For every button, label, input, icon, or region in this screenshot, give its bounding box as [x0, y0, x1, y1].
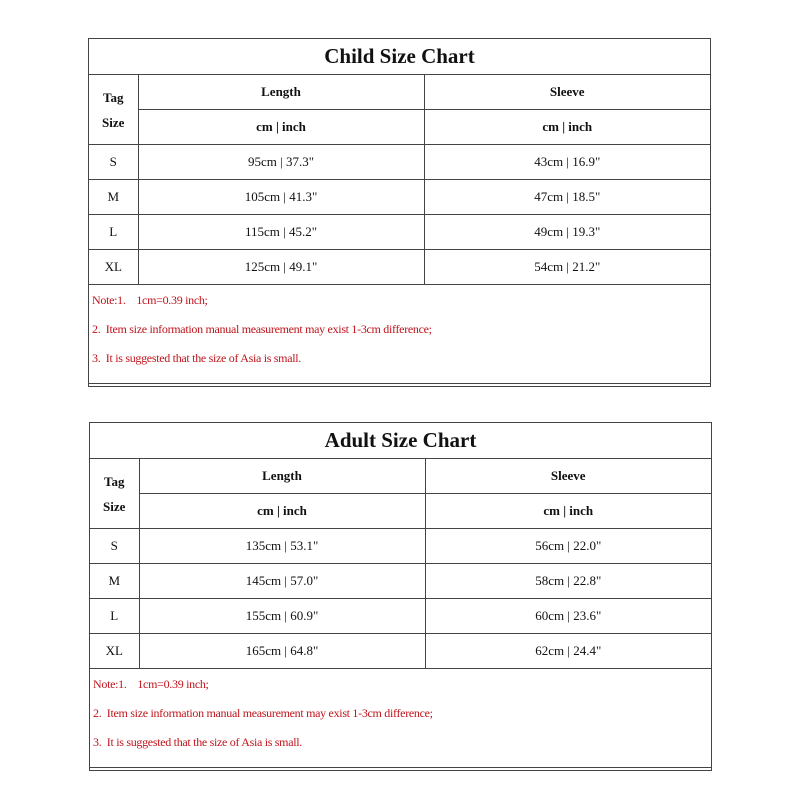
size-cell: XL	[90, 634, 139, 669]
size-table	[89, 39, 710, 384]
sleeve-cell: 49cm | 19.3"	[424, 215, 710, 250]
size-label: Size	[102, 114, 125, 130]
length-header: Length	[139, 459, 425, 494]
length-unit-header: cm | inch	[139, 494, 425, 529]
table-row	[90, 634, 711, 669]
table-row	[89, 250, 710, 285]
table-row	[89, 145, 710, 180]
length-unit-header: cm | inch	[138, 110, 424, 145]
note-line: 2. Item size information manual measurement may exist 1-3cm difference;	[92, 322, 432, 336]
chart-title: Adult Size Chart	[90, 423, 711, 459]
note-line: 3. It is suggested that the size of Asia is small.	[92, 351, 302, 365]
sleeve-cell: 56cm | 22.0"	[425, 529, 711, 564]
sleeve-cell: 43cm | 16.9"	[424, 145, 710, 180]
sleeve-cell: 62cm | 24.4"	[425, 634, 711, 669]
note-line: 3. It is suggested that the size of Asia is small.	[93, 735, 303, 749]
table-row	[90, 564, 711, 599]
note-line: Note:1. 1cm=0.39 inch;	[93, 677, 209, 691]
notes-cell	[90, 669, 711, 768]
size-cell: S	[90, 529, 139, 564]
notes-cell	[89, 285, 710, 384]
sleeve-unit-header: cm | inch	[425, 494, 711, 529]
size-cell: M	[90, 564, 139, 599]
sleeve-header: Sleeve	[425, 459, 711, 494]
length-cell: 105cm | 41.3"	[138, 180, 424, 215]
sleeve-unit-header: cm | inch	[424, 110, 710, 145]
size-cell: L	[89, 215, 138, 250]
table-row	[89, 180, 710, 215]
size-cell: M	[89, 180, 138, 215]
sleeve-header: Sleeve	[424, 75, 710, 110]
child-size-chart	[88, 38, 711, 387]
table-row	[90, 599, 711, 634]
note-line: 2. Item size information manual measurement may exist 1-3cm difference;	[93, 706, 433, 720]
adult-size-chart	[89, 422, 712, 771]
length-cell: 125cm | 49.1"	[138, 250, 424, 285]
tag-label: Tag	[104, 473, 125, 489]
length-cell: 155cm | 60.9"	[139, 599, 425, 634]
size-cell: L	[90, 599, 139, 634]
length-cell: 95cm | 37.3"	[138, 145, 424, 180]
table-row	[89, 215, 710, 250]
sleeve-cell: 47cm | 18.5"	[424, 180, 710, 215]
table-row	[90, 529, 711, 564]
size-cell: XL	[89, 250, 138, 285]
tag-size-header	[89, 75, 138, 145]
sleeve-cell: 60cm | 23.6"	[425, 599, 711, 634]
chart-title: Child Size Chart	[89, 39, 710, 75]
length-header: Length	[138, 75, 424, 110]
length-cell: 145cm | 57.0"	[139, 564, 425, 599]
length-cell: 115cm | 45.2"	[138, 215, 424, 250]
length-cell: 135cm | 53.1"	[139, 529, 425, 564]
note-line: Note:1. 1cm=0.39 inch;	[92, 293, 208, 307]
sleeve-cell: 54cm | 21.2"	[424, 250, 710, 285]
size-table	[90, 423, 711, 768]
length-cell: 165cm | 64.8"	[139, 634, 425, 669]
size-cell: S	[89, 145, 138, 180]
sleeve-cell: 58cm | 22.8"	[425, 564, 711, 599]
tag-label: Tag	[103, 89, 124, 105]
size-label: Size	[103, 498, 126, 514]
tag-size-header	[90, 459, 139, 529]
